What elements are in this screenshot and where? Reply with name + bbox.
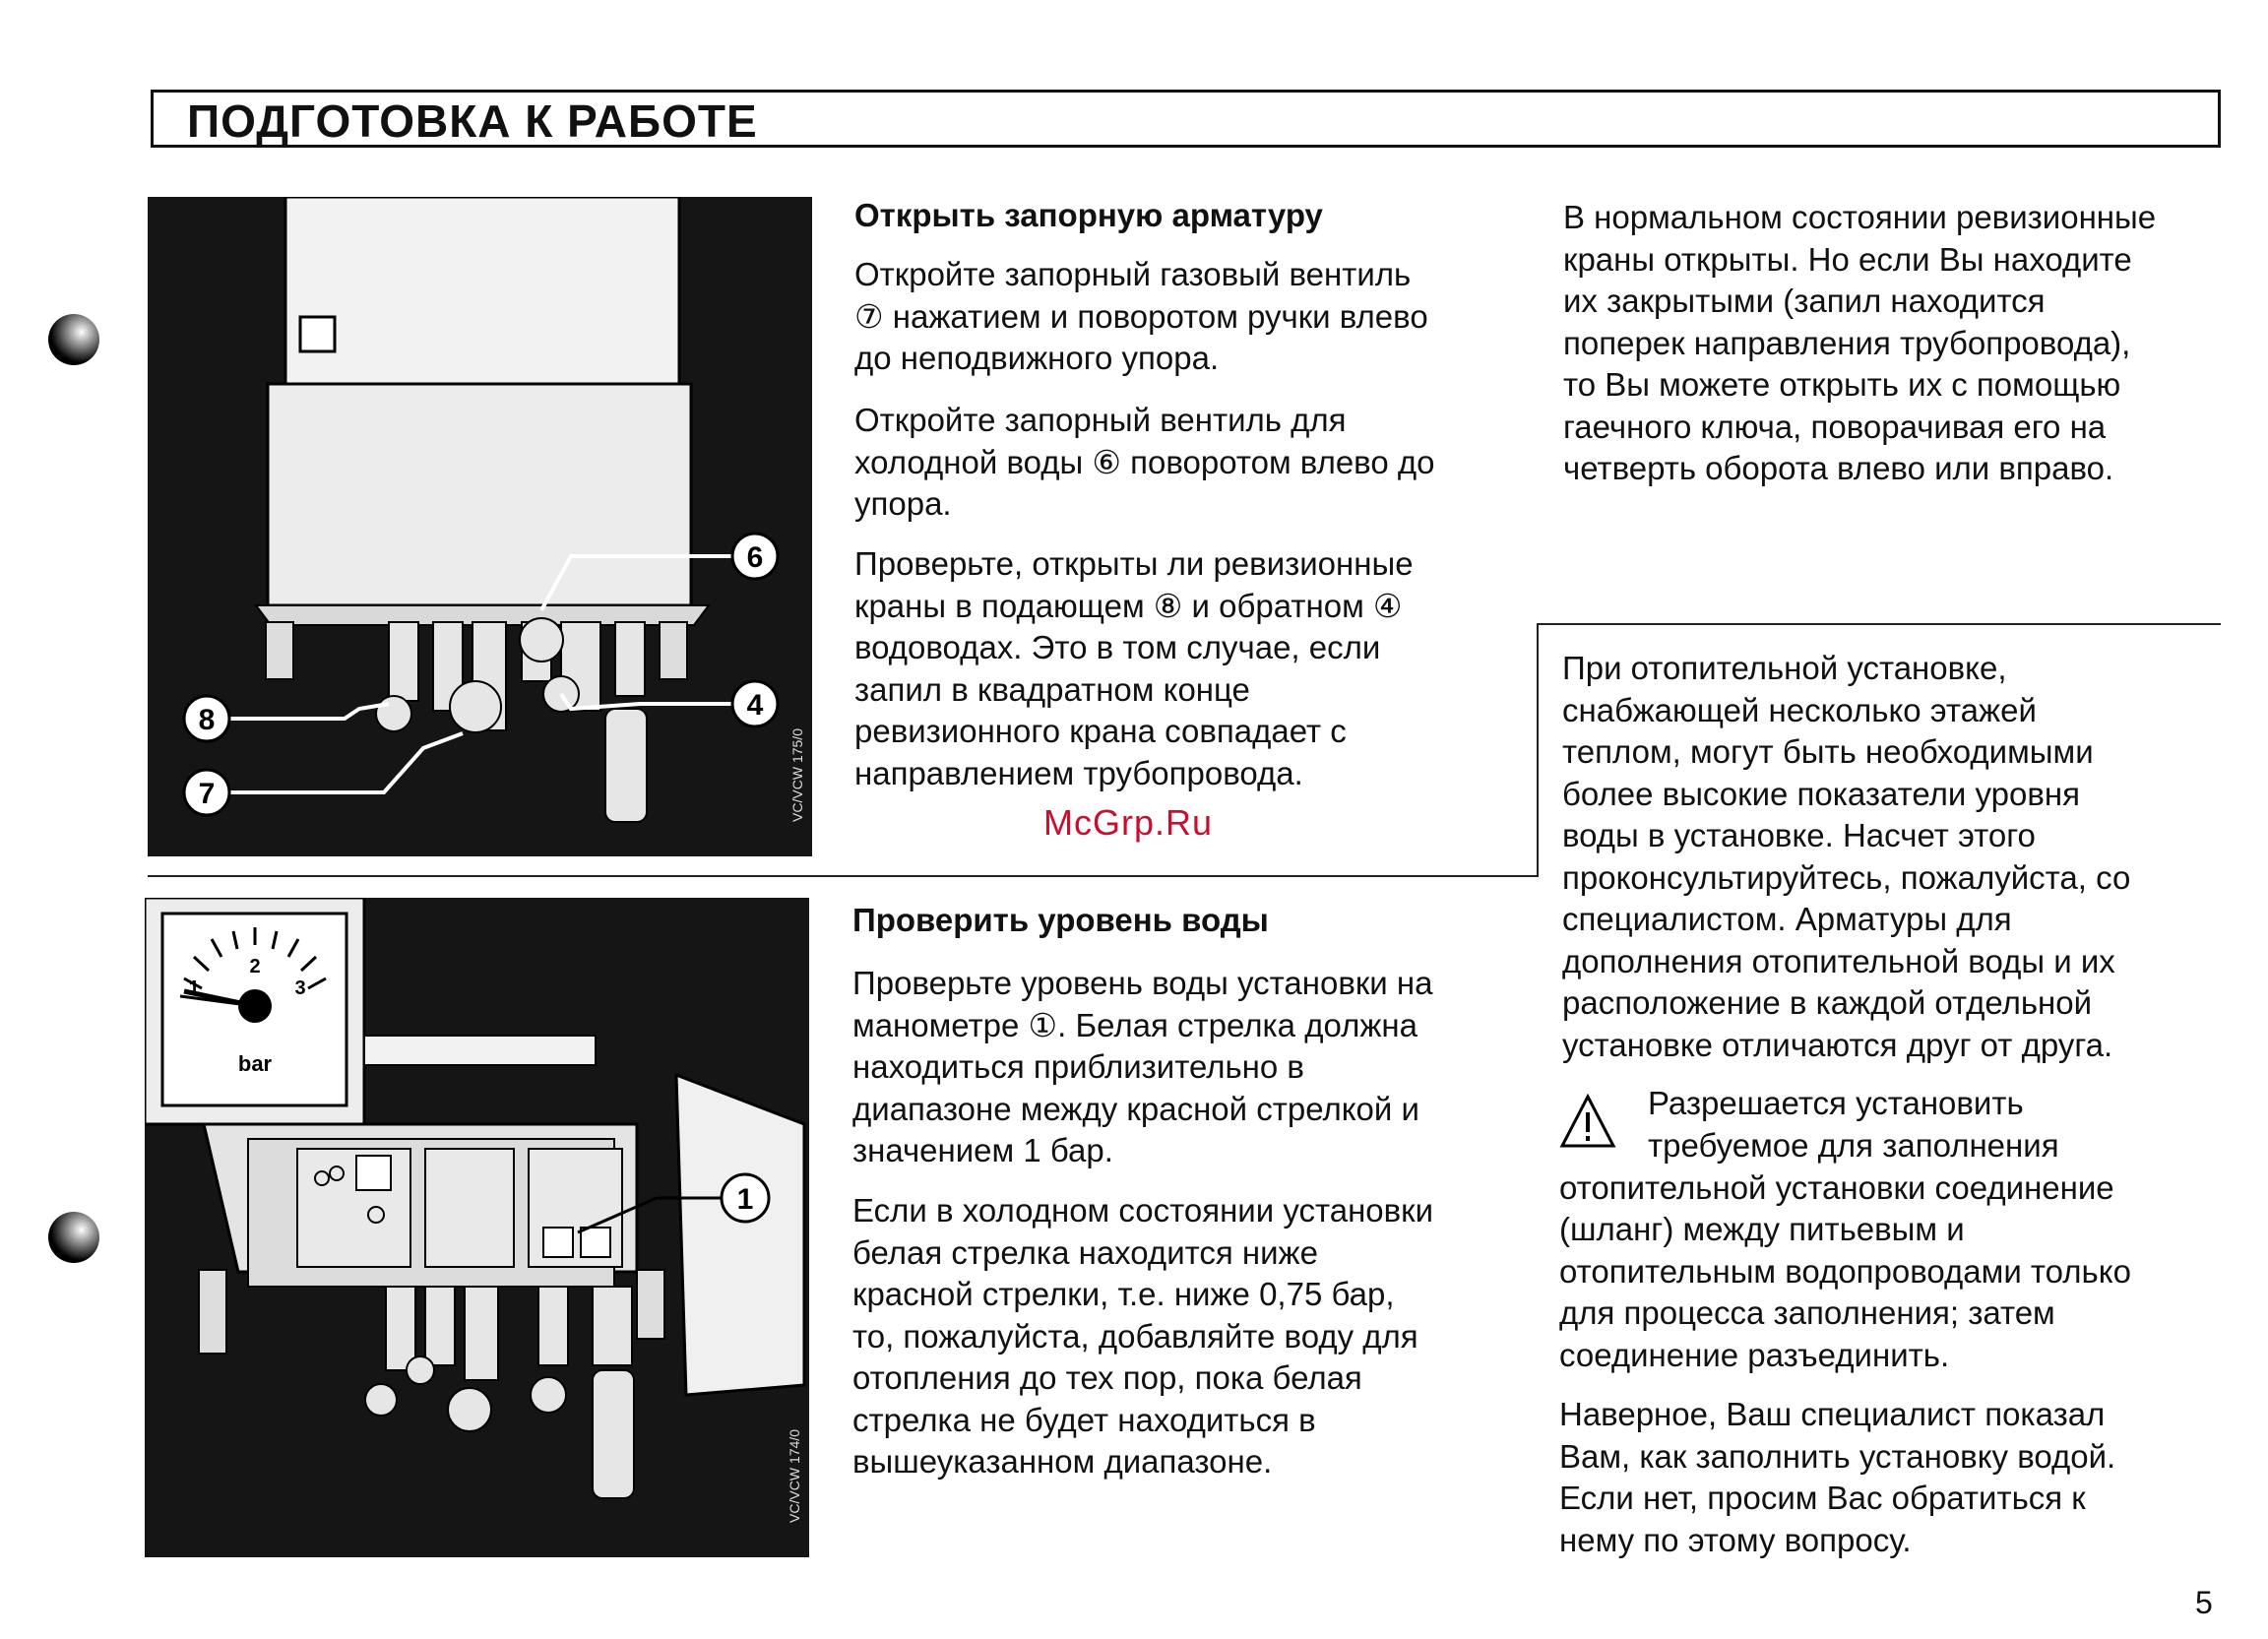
section2-para2: Если в холодном состоянии установки белая стрелка находится ниже красной стрелки, т.е. ниже 0,75 бар, то, пожалуйста, добавляйте воду для отопления до тех пор, пока белая стрелка не будет находиться в вышеуказанном диапазоне.	[852, 1192, 1434, 1480]
column-divider	[1537, 623, 1539, 877]
right-para4: Наверное, Ваш специалист показал Вам, как заполнить установку водой. Если нет, просим Вас обратиться к нему по этому вопросу.	[1559, 1396, 2116, 1558]
right-para2: При отопительной установке, снабжающей несколько этажей теплом, могут быть необходимыми более высокие показатели уровня воды в установке. Насчет этого проконсультируйтесь, пожалуйста, со специалистом. Арматуры для дополнения отопительной воды и их расположение в каждой отдельной установке отличаются друг от друга.	[1562, 650, 2131, 1063]
figure-shutoff-valves	[148, 197, 812, 856]
gauge-tick-1: 1	[188, 977, 200, 999]
section-divider	[148, 875, 1539, 877]
section1-para2: Откройте запорный вентиль для холодной воды ⑥ поворотом влево до упора.	[854, 402, 1435, 522]
right-box-divider	[1537, 623, 2221, 625]
section2-para1: Проверьте уровень воды установки на манометре ①. Белая стрелка должна находиться приблизительно в диапазоне между красной стрелкой и значением 1 бар.	[852, 965, 1433, 1168]
right-para1: В нормальном состоянии ревизионные краны открыты. Но если Вы находите их закрытыми (запил находится поперек направления трубопровода), то Вы можете открыть их с помощью гаечного ключа, поворачивая его на четверть оборота влево или вправо.	[1563, 199, 2157, 486]
callout-8: 8	[198, 704, 216, 736]
callout-1: 1	[736, 1183, 754, 1216]
warning-first-line: Разрешается установить	[1648, 1085, 2024, 1121]
gauge-unit: bar	[237, 1051, 273, 1076]
callout-6: 6	[746, 541, 764, 574]
figure-code: VC/VCW 175/0	[789, 728, 805, 822]
warning-text: требуемое для заполнения отопительной установки соединение (шланг) между питьевым и отопительным водопроводами только для процесса заполнения; затем соединение разъединить.	[1559, 1127, 2131, 1373]
gauge-tick-3: 3	[294, 977, 306, 999]
callout-7: 7	[198, 778, 216, 810]
binder-hole-mark-top	[39, 305, 108, 374]
page-number: 5	[2195, 1585, 2213, 1620]
callout-4: 4	[746, 689, 764, 722]
figure-code: VC/VCW 174/0	[787, 1429, 802, 1523]
gauge-tick-2: 2	[249, 956, 261, 977]
section1-para1: Откройте запорный газовый вентиль ⑦ нажатием и поворотом ручки влево до неподвижного упора.	[854, 256, 1428, 376]
section1-para3: Проверьте, открыты ли ревизионные краны в подающем ⑧ и обратном ④ водоводах. Это в том случае, если запил в квадратном конце ревизионного крана совпадает с направлением трубопровода.	[854, 545, 1414, 791]
figure-manometer	[145, 898, 809, 1557]
watermark: McGrp.Ru	[1043, 802, 1214, 843]
page-title: ПОДГОТОВКА К РАБОТЕ	[187, 95, 758, 147]
binder-hole-mark-bottom	[39, 1203, 108, 1272]
section1-heading: Открыть запорную арматуру	[854, 197, 1323, 233]
section2-heading: Проверить уровень воды	[852, 902, 1269, 938]
page-title-box	[151, 90, 2221, 148]
